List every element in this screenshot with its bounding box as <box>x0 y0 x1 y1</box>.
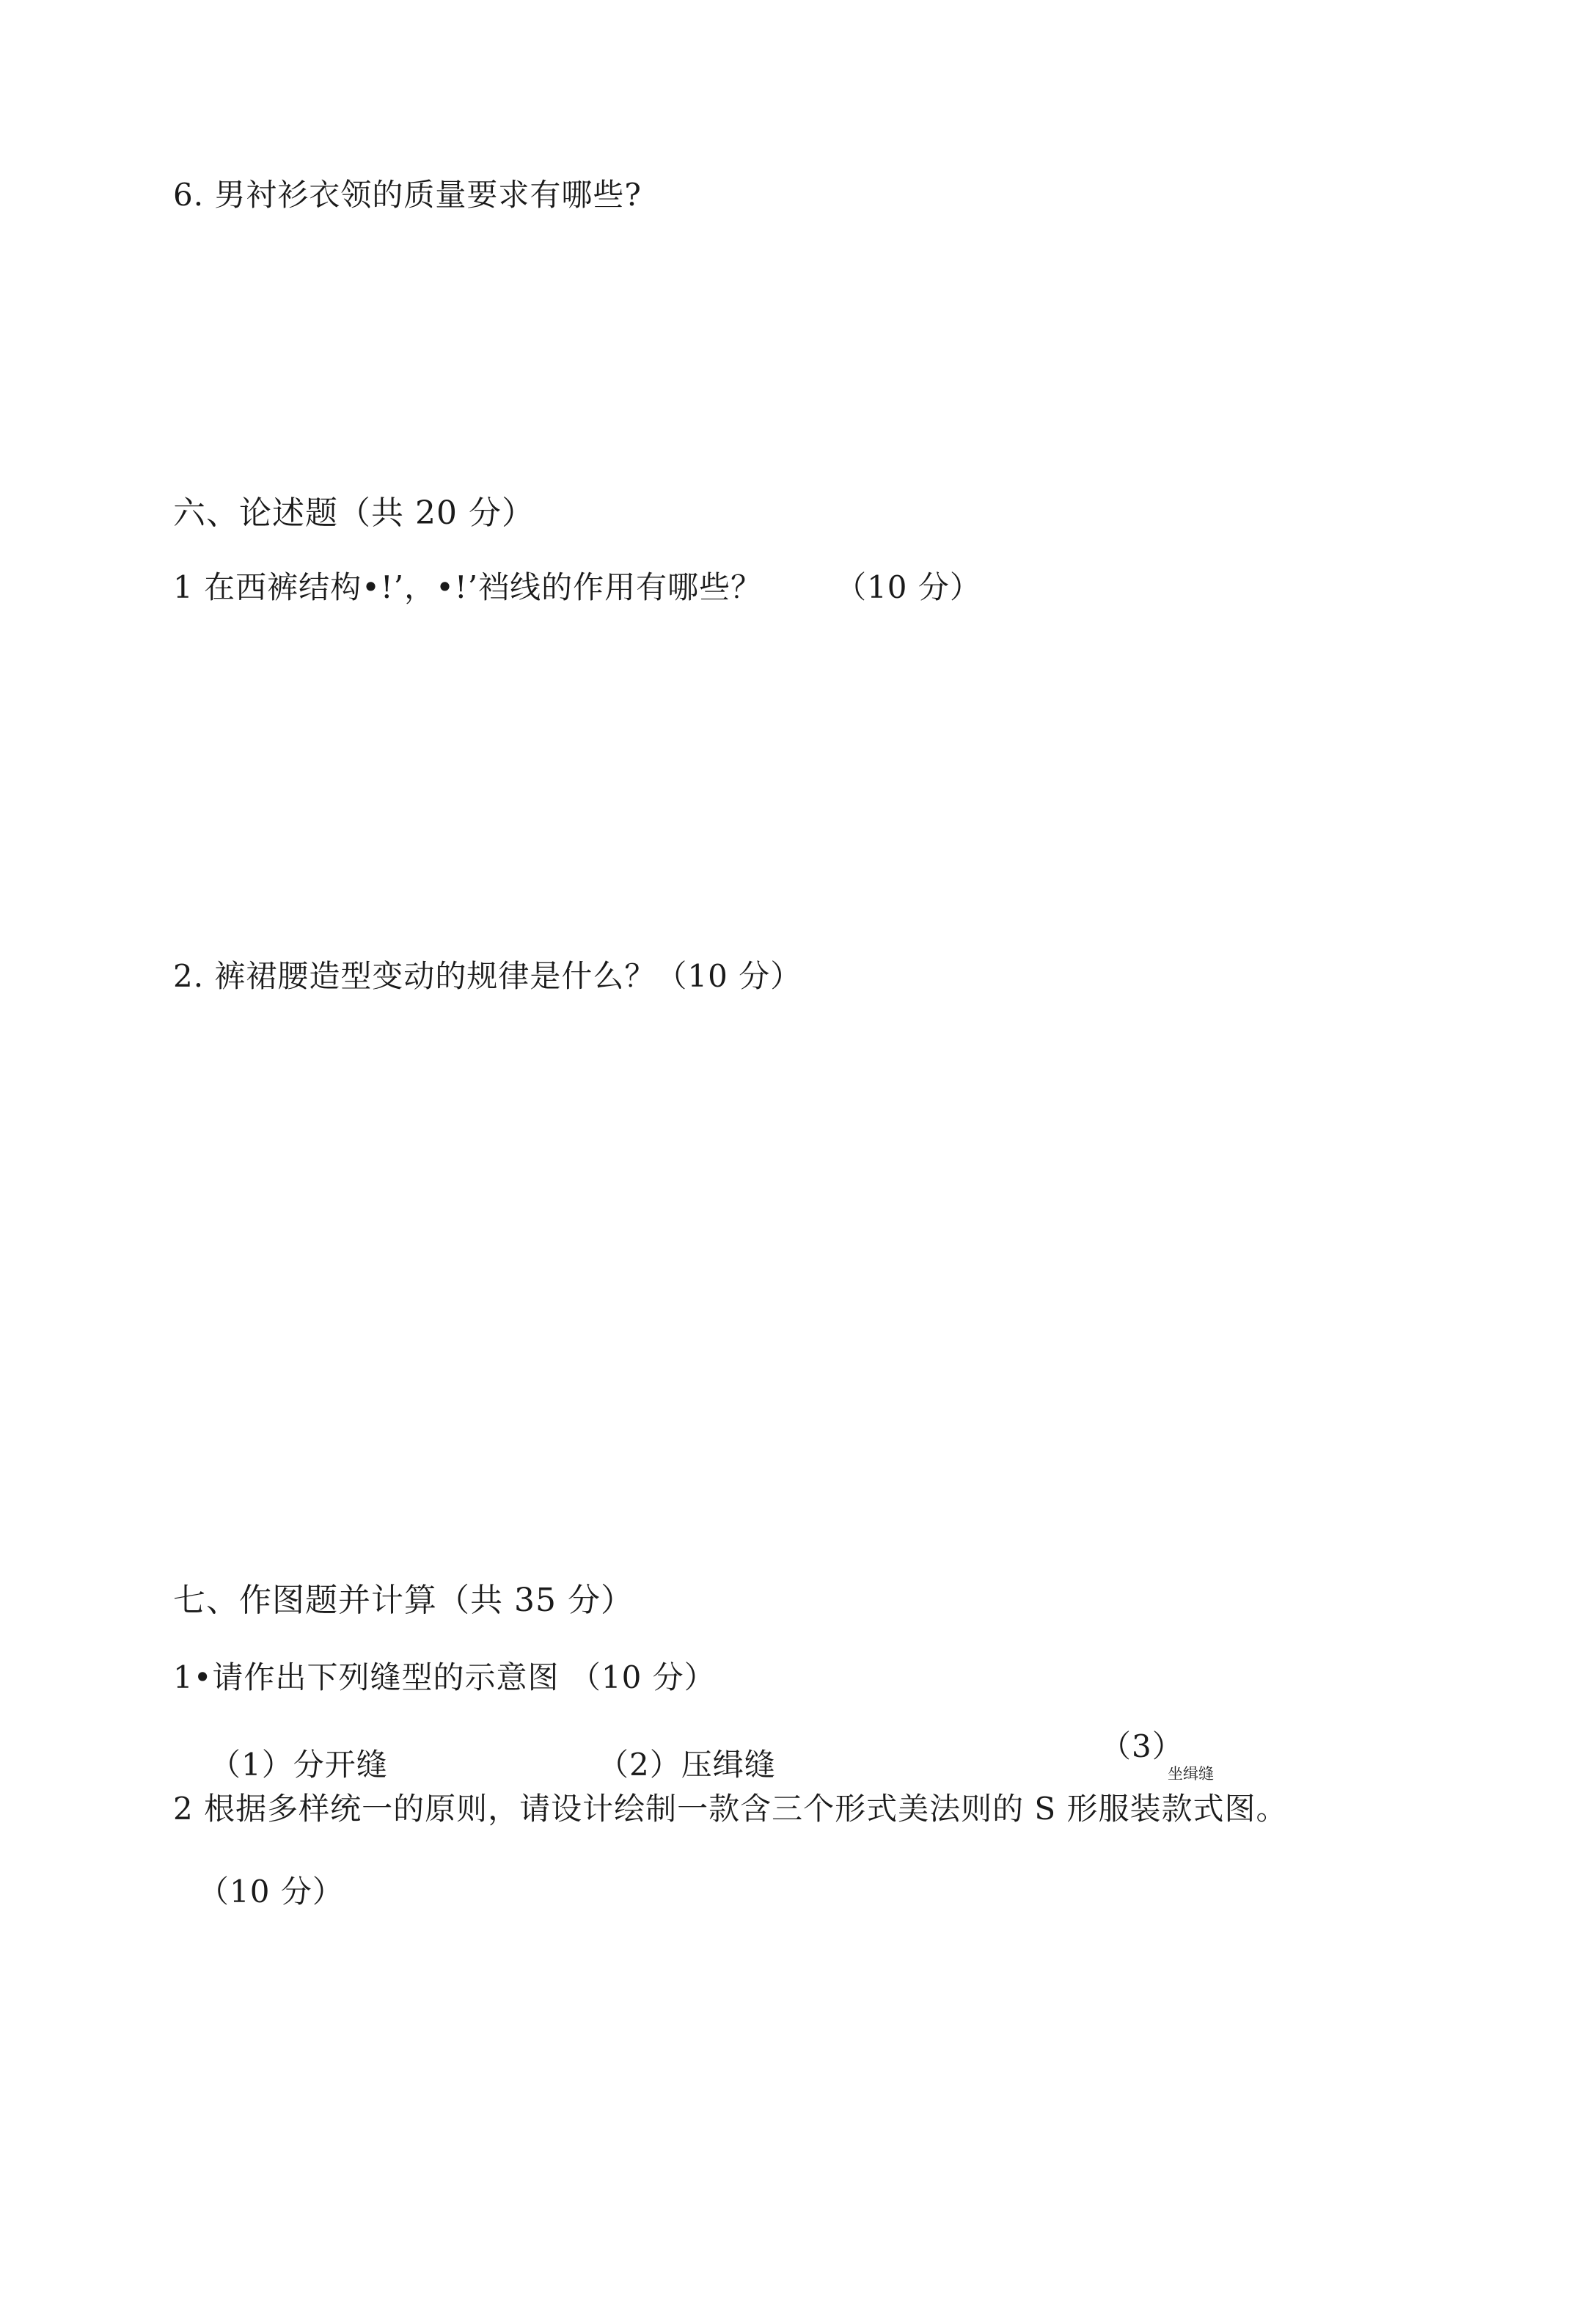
section-6-title: 六、论述题（共 20 分） <box>173 494 535 532</box>
section-6-question-1 <box>173 569 981 605</box>
seam-type-3-name: 坐缉缝 <box>1168 1765 1214 1783</box>
seam-type-1: （1）分开缝 <box>210 1747 388 1783</box>
section-7-question-1: 1•请作出下列缝型的示意图 （10 分） <box>173 1659 716 1695</box>
section-7-question-2-score: （10 分） <box>198 1874 344 1910</box>
section-7-question-2: 2 根据多样统一的原则，请设计绘制一款含三个形式美法则的 S 形服装款式图。 <box>173 1791 1288 1827</box>
section-6-question-2: 2. 裤裙腰造型变动的规律是什么？（10 分） <box>173 958 802 994</box>
question-score: （10 分） <box>835 569 981 605</box>
seam-type-2: （2）压缉缝 <box>598 1747 776 1783</box>
seam-type-3-label: （3） <box>1100 1728 1184 1764</box>
section-7-title: 七、作图题并计算（共 35 分） <box>173 1582 634 1619</box>
question-6: 6. 男衬衫衣领的质量要求有哪些? <box>173 177 642 213</box>
question-text: 1 在西裤结构•!’，•!’裆线的作用有哪些？ <box>173 569 763 605</box>
